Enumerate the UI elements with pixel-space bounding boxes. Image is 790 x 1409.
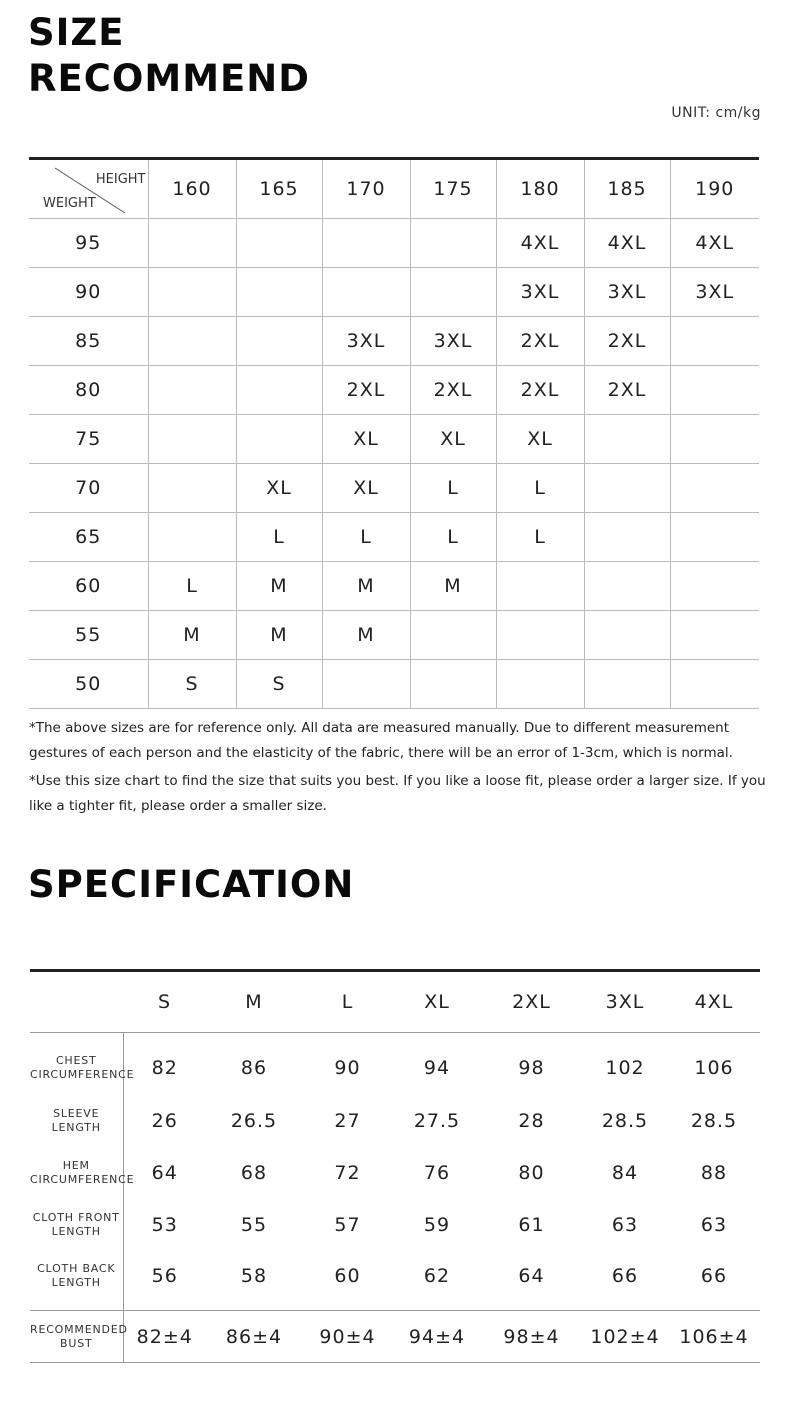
measurement-label: CLOTH BACK LENGTH — [30, 1251, 123, 1311]
size-cell — [670, 366, 759, 415]
spec-row — [30, 1033, 760, 1095]
diagonal-divider — [29, 160, 148, 220]
size-cell: 4XL — [584, 219, 670, 268]
measurement-value: 60 — [334, 1265, 361, 1288]
weight-label: 90 — [29, 268, 148, 317]
size-cell: M — [148, 611, 236, 660]
measurement-value: 94 — [423, 1056, 451, 1079]
size-header-row — [29, 159, 759, 219]
size-row — [29, 562, 759, 611]
unit-label: UNIT: cm/kg — [671, 105, 761, 121]
size-cell — [670, 660, 759, 709]
size-cell — [236, 366, 322, 415]
spec-corner — [30, 971, 123, 1033]
size-header: 4XL — [668, 971, 760, 1033]
size-cell — [496, 562, 584, 611]
measurement-value: 26 — [151, 1109, 178, 1132]
size-cell — [584, 660, 670, 709]
measurement-label: SLEEVE LENGTH — [30, 1095, 123, 1147]
spec-header-row — [30, 971, 760, 1033]
height-header: 190 — [670, 159, 759, 219]
size-cell: M — [322, 611, 410, 660]
size-cell — [584, 415, 670, 464]
size-cell: 3XL — [322, 317, 410, 366]
height-header: 180 — [496, 159, 584, 219]
size-row — [29, 219, 759, 268]
measurement-value: 66 — [700, 1265, 728, 1288]
measurement-value: 66 — [611, 1265, 639, 1288]
size-cell: L — [236, 513, 322, 562]
size-header: 3XL — [582, 971, 668, 1033]
measurement-value: 28 — [518, 1109, 545, 1132]
weight-label: 65 — [29, 513, 148, 562]
size-row — [29, 366, 759, 415]
size-cell — [322, 660, 410, 709]
size-row — [29, 464, 759, 513]
measurement-value: 72 — [334, 1161, 361, 1184]
measurement-value: 57 — [334, 1213, 361, 1236]
measurement-label: CLOTH FRONT LENGTH — [30, 1199, 123, 1251]
size-cell: 3XL — [410, 317, 496, 366]
size-cell: 2XL — [584, 366, 670, 415]
size-cell: 3XL — [584, 268, 670, 317]
note-fit: *Use this size chart to find the size that suits you best. If you like a loose fit, please order a larger size. If you like a tighter fit, please order a smaller size. — [29, 773, 766, 814]
size-cell — [322, 268, 410, 317]
recommended-bust-value: 90±4 — [302, 1311, 393, 1363]
recommended-bust-value: 86±4 — [206, 1311, 302, 1363]
title-line-1: SIZE — [28, 11, 125, 54]
size-cell — [496, 611, 584, 660]
size-cell: L — [496, 513, 584, 562]
size-cell — [148, 268, 236, 317]
weight-label: 60 — [29, 562, 148, 611]
recommended-bust-value: 94±4 — [393, 1311, 481, 1363]
measurement-value: 63 — [700, 1213, 728, 1236]
height-header: 170 — [322, 159, 410, 219]
height-header: 185 — [584, 159, 670, 219]
size-cell: 4XL — [496, 219, 584, 268]
measurement-value: 68 — [240, 1161, 268, 1184]
height-header: 175 — [410, 159, 496, 219]
size-cell — [148, 415, 236, 464]
measurement-value: 53 — [151, 1213, 178, 1236]
weight-label: 55 — [29, 611, 148, 660]
size-header: M — [206, 971, 302, 1033]
size-cell — [584, 464, 670, 513]
size-cell — [148, 366, 236, 415]
measurement-value: 56 — [151, 1265, 178, 1288]
spec-row — [30, 1147, 760, 1199]
note-measurement: *The above sizes are for reference only. All data are measured manually. Due to different measurement gestures of each person and the elasticity of the fabric, there will be an error of 1-3cm, which is normal. — [29, 720, 733, 761]
size-cell: 2XL — [410, 366, 496, 415]
size-cell — [236, 415, 322, 464]
size-cell: L — [410, 464, 496, 513]
recommended-bust-label: RECOMMENDED BUST — [30, 1311, 123, 1363]
size-cell: M — [322, 562, 410, 611]
recommended-bust-value: 82±4 — [123, 1311, 206, 1363]
size-cell: 3XL — [496, 268, 584, 317]
size-cell — [496, 660, 584, 709]
size-cell — [148, 219, 236, 268]
size-cell: 2XL — [322, 366, 410, 415]
size-cell — [236, 268, 322, 317]
size-row — [29, 317, 759, 366]
measurement-value: 64 — [151, 1161, 178, 1184]
size-cell — [670, 513, 759, 562]
weight-label: 85 — [29, 317, 148, 366]
spec-row — [30, 1199, 760, 1251]
measurement-value: 88 — [700, 1161, 728, 1184]
height-header: 160 — [148, 159, 236, 219]
size-cell — [584, 562, 670, 611]
size-cell: XL — [410, 415, 496, 464]
measurement-value: 28.5 — [601, 1109, 649, 1132]
size-cell: L — [496, 464, 584, 513]
size-cell: S — [148, 660, 236, 709]
size-cell: L — [410, 513, 496, 562]
measurement-value: 64 — [518, 1265, 545, 1288]
size-cell — [148, 317, 236, 366]
measurement-value: 62 — [423, 1265, 451, 1288]
size-cell: L — [322, 513, 410, 562]
recommended-bust-value: 102±4 — [582, 1311, 668, 1363]
size-header: XL — [393, 971, 481, 1033]
size-row — [29, 415, 759, 464]
size-cell — [670, 464, 759, 513]
specification-table — [30, 969, 760, 1363]
measurement-label: CHEST CIRCUMFERENCE — [30, 1033, 123, 1095]
size-cell — [148, 513, 236, 562]
spec-row — [30, 1095, 760, 1147]
weight-label: 95 — [29, 219, 148, 268]
measurement-value: 102 — [605, 1056, 645, 1079]
measurement-value: 26.5 — [230, 1109, 278, 1132]
size-cell — [410, 660, 496, 709]
measurement-value: 84 — [611, 1161, 639, 1184]
size-recommend-table — [29, 157, 759, 709]
measurement-label: HEM CIRCUMFERENCE — [30, 1147, 123, 1199]
spec-row — [30, 1251, 760, 1311]
size-cell — [670, 317, 759, 366]
size-cell — [670, 611, 759, 660]
measurement-value: 58 — [240, 1265, 268, 1288]
height-header: 165 — [236, 159, 322, 219]
size-cell — [410, 219, 496, 268]
measurement-value: 55 — [240, 1213, 268, 1236]
recommended-bust-value: 98±4 — [481, 1311, 582, 1363]
title-line-2: RECOMMEND — [28, 57, 310, 100]
size-cell: XL — [496, 415, 584, 464]
weight-label: 70 — [29, 464, 148, 513]
size-cell: 3XL — [670, 268, 759, 317]
height-axis-label: HEIGHT — [95, 172, 146, 187]
size-cell: XL — [322, 415, 410, 464]
size-row — [29, 268, 759, 317]
size-header: L — [302, 971, 393, 1033]
recommended-bust-row — [30, 1311, 760, 1363]
measurement-value: 63 — [611, 1213, 639, 1236]
size-cell — [236, 219, 322, 268]
size-header: S — [123, 971, 206, 1033]
specification-title: SPECIFICATION — [28, 863, 355, 906]
size-row — [29, 513, 759, 562]
size-cell — [584, 513, 670, 562]
weight-label: 50 — [29, 660, 148, 709]
size-cell — [670, 415, 759, 464]
size-cell — [670, 562, 759, 611]
size-cell: 4XL — [670, 219, 759, 268]
size-cell — [148, 464, 236, 513]
size-cell — [236, 317, 322, 366]
weight-label: 80 — [29, 366, 148, 415]
size-cell — [410, 268, 496, 317]
measurement-value: 76 — [423, 1161, 451, 1184]
size-cell: XL — [236, 464, 322, 513]
size-cell: M — [236, 611, 322, 660]
measurement-value: 27.5 — [413, 1109, 461, 1132]
measurement-value: 90 — [334, 1056, 361, 1079]
size-cell: XL — [322, 464, 410, 513]
size-cell: M — [236, 562, 322, 611]
size-cell: 2XL — [496, 366, 584, 415]
size-row — [29, 660, 759, 709]
size-notes — [29, 716, 769, 822]
size-cell — [322, 219, 410, 268]
measurement-value: 61 — [518, 1213, 545, 1236]
height-weight-corner — [29, 159, 148, 219]
size-cell: M — [410, 562, 496, 611]
measurement-value: 86 — [240, 1056, 268, 1079]
size-cell: L — [148, 562, 236, 611]
measurement-value: 27 — [334, 1109, 361, 1132]
size-recommend-title — [28, 10, 310, 102]
size-cell: 2XL — [584, 317, 670, 366]
measurement-value: 28.5 — [690, 1109, 738, 1132]
size-row — [29, 611, 759, 660]
weight-axis-label: WEIGHT — [43, 196, 96, 211]
size-cell — [410, 611, 496, 660]
measurement-value: 98 — [518, 1056, 545, 1079]
size-cell: 2XL — [496, 317, 584, 366]
size-cell — [584, 611, 670, 660]
size-cell: S — [236, 660, 322, 709]
weight-label: 75 — [29, 415, 148, 464]
measurement-value: 106 — [694, 1056, 734, 1079]
measurement-value: 82 — [151, 1056, 178, 1079]
recommended-bust-value: 106±4 — [668, 1311, 760, 1363]
measurement-value: 59 — [423, 1213, 451, 1236]
size-header: 2XL — [481, 971, 582, 1033]
measurement-value: 80 — [518, 1161, 545, 1184]
